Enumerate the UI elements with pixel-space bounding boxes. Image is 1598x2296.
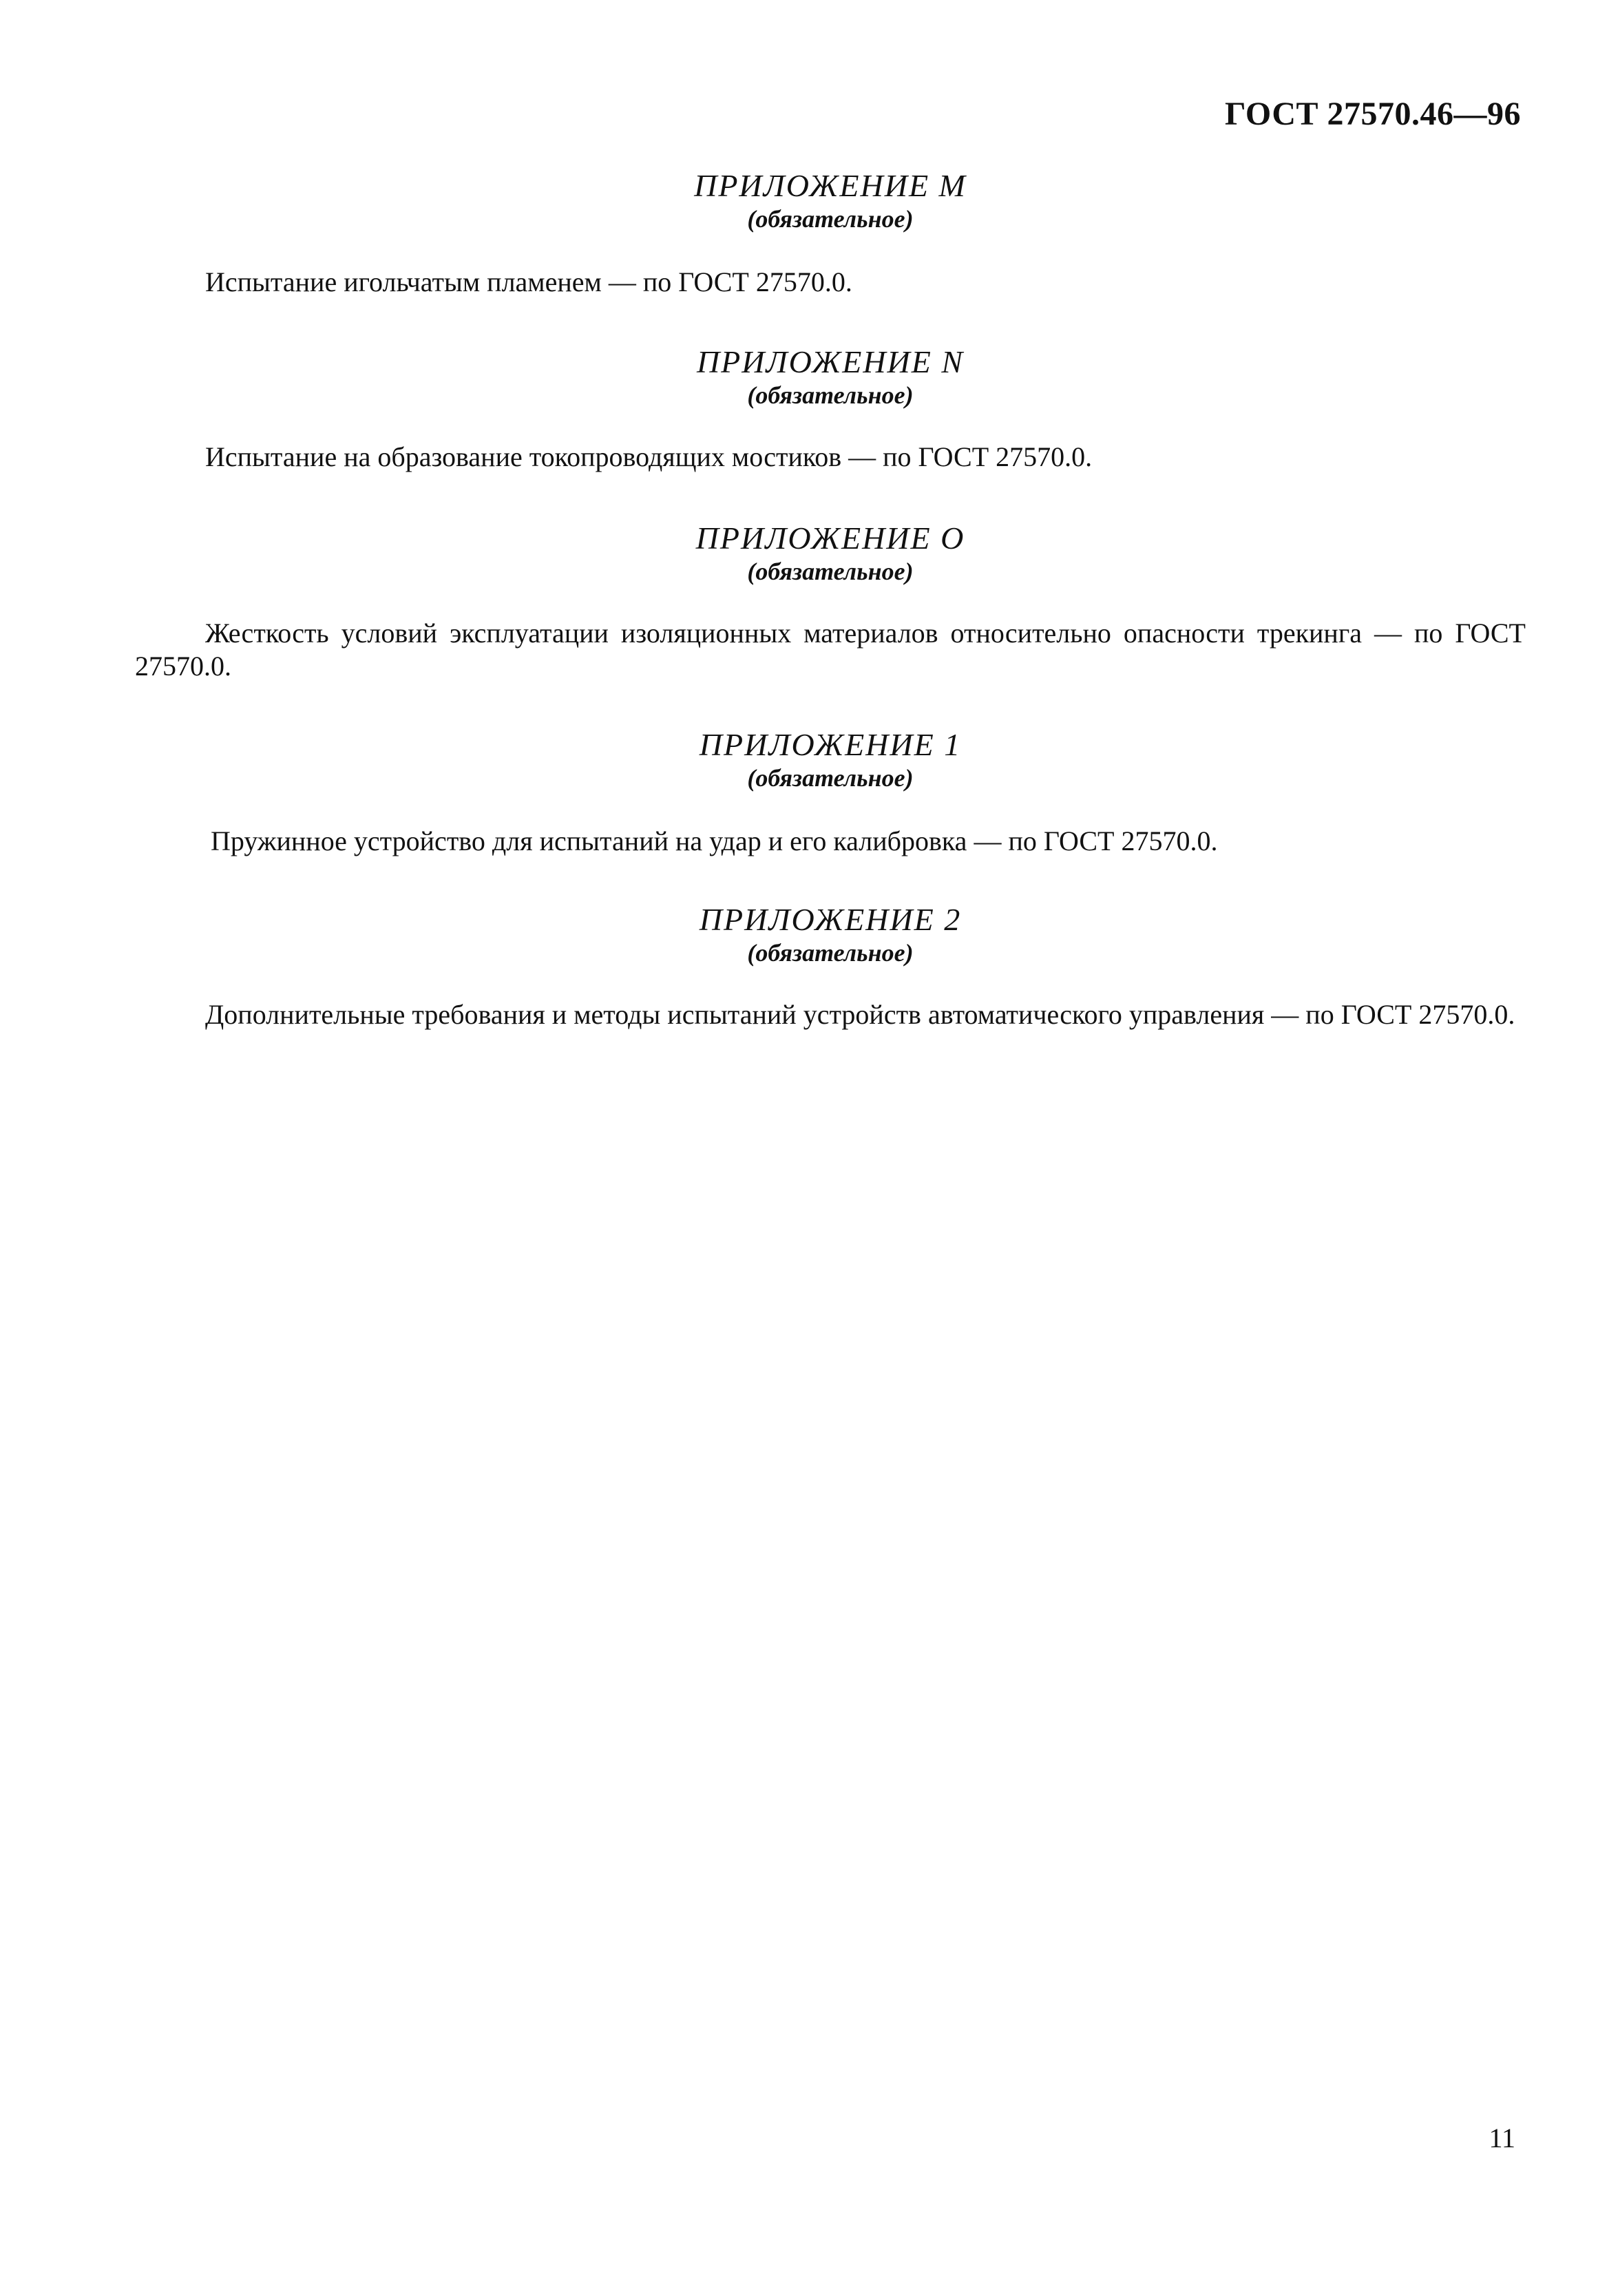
appendix-n [135,344,1526,474]
appendix-text: Дополнительные требования и методы испытаний устройств автоматического управления — по ГОСТ 27570.0. [205,999,1515,1030]
appendix-title: ПРИЛОЖЕНИЕ M [694,168,967,203]
appendix-text: Испытание на образование токопроводящих мостиков — по ГОСТ 27570.0. [205,441,1093,472]
appendix-title: ПРИЛОЖЕНИЕ O [695,520,965,556]
appendix-m [135,168,1526,299]
appendix-2 [135,902,1526,1031]
appendix-text: Пружинное устройство для испытаний на удар и его калибровка — по ГОСТ 27570.0. [211,825,1218,856]
appendix-status: (обязательное) [747,205,914,233]
appendix-status: (обязательное) [747,558,914,585]
appendix-title: ПРИЛОЖЕНИЕ N [696,344,965,379]
appendix-status: (обязательное) [747,939,914,967]
appendix-text: Испытание игольчатым пламенем — по ГОСТ 27570.0. [205,266,852,297]
appendix-status: (обязательное) [747,381,914,409]
appendix-status: (обязательное) [747,764,914,792]
page-number: 11 [1489,2123,1515,2153]
document-code: ГОСТ 27570.46—96 [1225,96,1521,132]
appendix-text: Жесткость условий эксплуатации изоляционных материалов относительно опасности трекинга — по ГОСТ 27570.0. [135,618,1526,682]
appendix-title: ПРИЛОЖЕНИЕ 2 [699,902,962,937]
appendix-o [135,520,1526,683]
appendix-1 [135,727,1526,858]
appendix-title: ПРИЛОЖЕНИЕ 1 [699,727,962,762]
